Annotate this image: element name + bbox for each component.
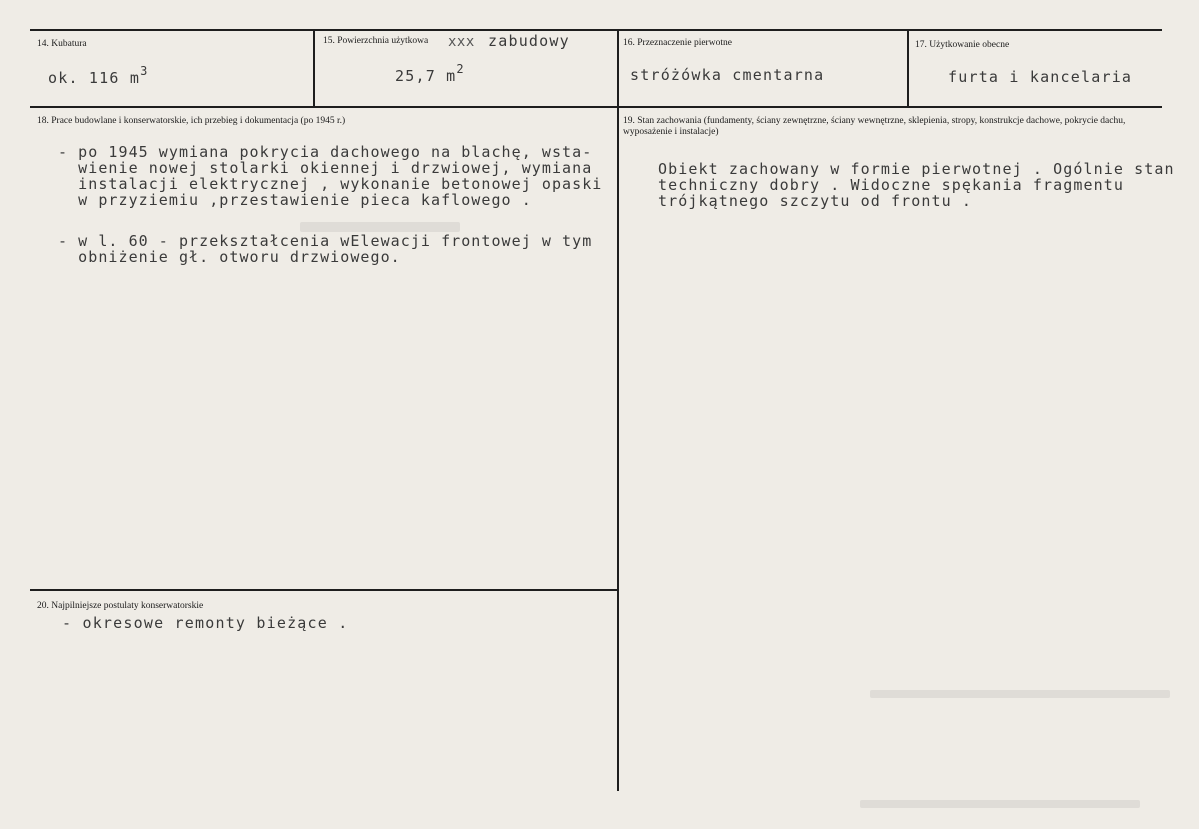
prace-entry-1-line: instalacji elektrycznej , wykonanie betonowej opaski [58, 175, 603, 193]
kubatura-value [48, 66, 149, 87]
prace-entry-1-line: wienie nowej stolarki okiennej i drzwiowej, wymiana [58, 159, 593, 177]
prace-label: 18. Prace budowlane i konserwatorskie, ich przebieg i dokumentacja (po 1945 r.) [37, 116, 346, 126]
row1-bottom-line [30, 106, 1162, 108]
przeznaczenie-value: stróżówka cmentarna [630, 66, 825, 84]
col-divider-3 [907, 29, 909, 107]
stan-line: Obiekt zachowany w formie pierwotnej . Ogólnie stan [658, 160, 1175, 178]
kubatura-number: ok. 116 m [48, 69, 141, 87]
stan-line: techniczny dobry . Widoczne spękania fragmentu [658, 176, 1125, 194]
row2-split-line [30, 589, 619, 591]
kubatura-label: 14. Kubatura [37, 39, 87, 49]
prace-entry-1-line: - po 1945 wymiana pokrycia dachowego na blachę, wsta- [58, 143, 593, 161]
prace-entry-2-line: - w l. 60 - przekształcenia wElewacji frontowej w tym [58, 232, 593, 250]
prace-entry-2-line: obniżenie gł. otworu drzwiowego. [58, 248, 401, 266]
col-divider-main [617, 29, 619, 791]
powierzchnia-value [395, 64, 465, 85]
powierzchnia-number: 25,7 m [395, 67, 457, 85]
uzytkowanie-label: 17. Użytkowanie obecne [915, 40, 1010, 50]
postulaty-value: - okresowe remonty bieżące . [62, 614, 349, 632]
scan-smudge [860, 800, 1140, 808]
scan-smudge [870, 690, 1170, 698]
prace-entry-1-line: w przyziemiu ,przestawienie pieca kaflowego . [58, 191, 532, 209]
col-divider-1 [313, 29, 315, 107]
postulaty-label: 20. Najpilniejsze postulaty konserwatorskie [37, 601, 204, 611]
prace-entry-2 [58, 233, 592, 265]
stan-label: 19. Stan zachowania (fundamenty, ściany zewnętrzne, ściany wewnętrzne, sklepienia, stropy, konstrukcje dachowe, pokrycie dachu, wyposażenie i instalacje) [623, 116, 1126, 137]
powierzchnia-exponent: 2 [456, 62, 465, 76]
powierzchnia-crossed-text: xxx [448, 34, 475, 50]
uzytkowanie-value: furta i kancelaria [948, 68, 1133, 86]
top-border-line [30, 29, 1162, 31]
prace-entry-1 [58, 144, 602, 208]
stan-line: trójkątnego szczytu od frontu . [658, 192, 973, 210]
przeznaczenie-label: 16. Przeznaczenie pierwotne [623, 38, 732, 48]
powierzchnia-label: 15. Powierzchnia użytkowa [323, 36, 429, 46]
kubatura-exponent: 3 [140, 64, 149, 78]
stan-text [658, 161, 1175, 209]
scan-smudge [300, 222, 460, 232]
powierzchnia-typed-addition: zabudowy [488, 32, 570, 50]
